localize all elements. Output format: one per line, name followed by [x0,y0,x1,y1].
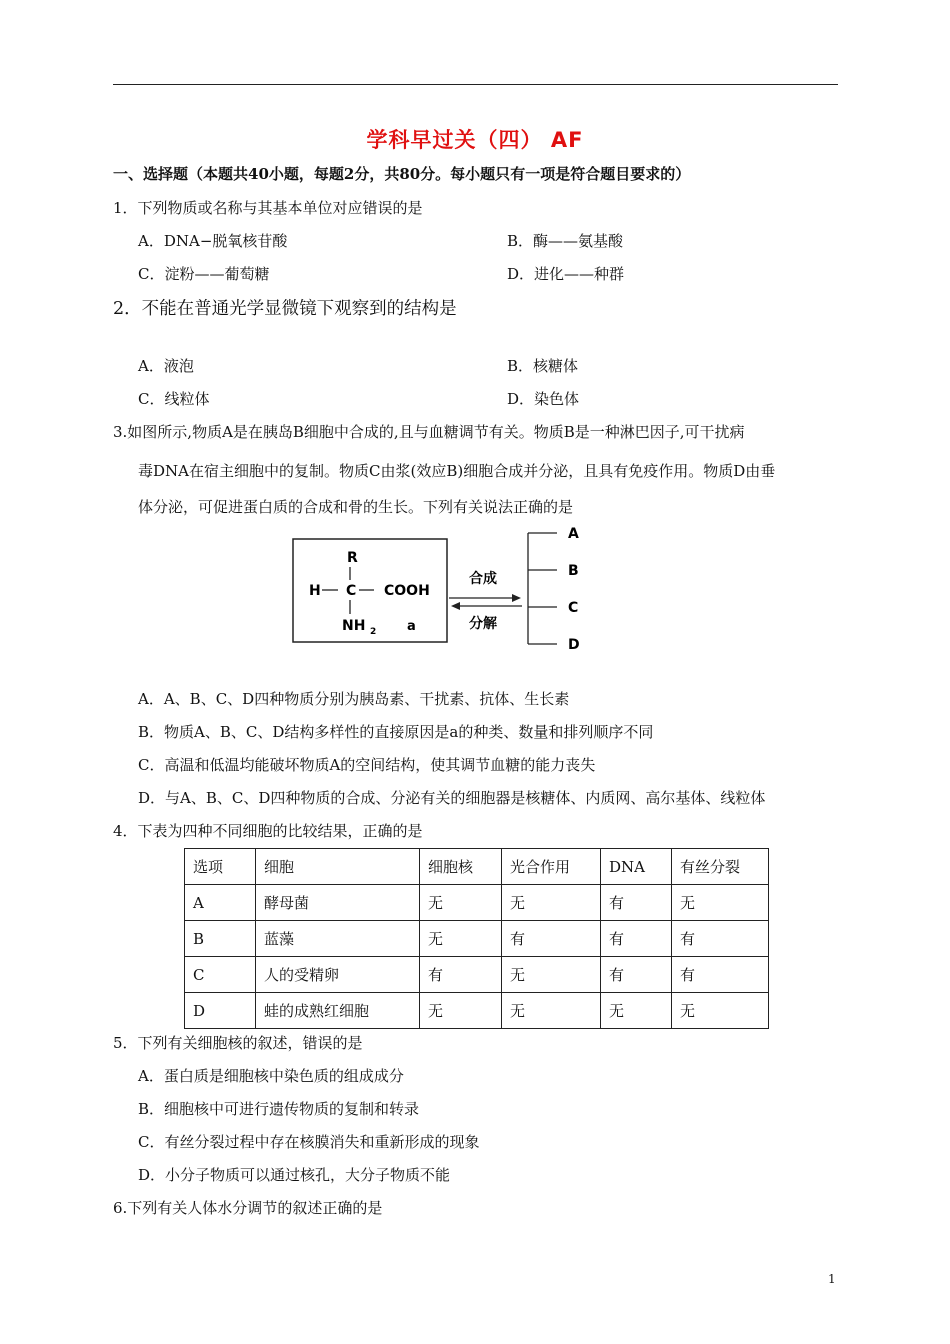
cooh-label: COOH [384,583,430,599]
table-cell: 无 [502,885,601,921]
page-title: 学科早过关（四） AF [366,128,584,152]
output-a: A [568,526,579,542]
q1-option-c: C．淀粉——葡萄糖 [138,265,270,283]
table-cell: 无 [672,885,769,921]
table-cell: 酵母菌 [256,885,420,921]
table-cell: 无 [502,993,601,1029]
amino-acid-diagram [292,520,612,660]
table-header-cell: DNA [601,849,672,885]
h-label: H [309,583,321,599]
table-header-cell: 细胞核 [420,849,502,885]
output-d: D [568,637,580,653]
table-cell: B [185,921,256,957]
table-header-cell: 细胞 [256,849,420,885]
table-cell: 无 [672,993,769,1029]
table-cell: A [185,885,256,921]
q3-option-a: A．A、B、C、D四种物质分别为胰岛素、干扰素、抗体、生长素 [138,690,570,708]
table-row [185,921,769,957]
table-header-cell: 选项 [185,849,256,885]
decomposition-label: 分解 [469,616,497,632]
nh-subscript: 2 [370,627,377,637]
q3-stem-line3: 体分泌，可促进蛋白质的合成和骨的生长。下列有关说法正确的是 [138,498,574,516]
table-cell: 无 [420,993,502,1029]
q2-stem: 2．不能在普通光学显微镜下观察到的结构是 [113,299,457,319]
table-cell: 有 [601,957,672,993]
q6-stem: 6.下列有关人体水分调节的叙述正确的是 [113,1199,383,1217]
section-heading: 一、选择题（本题共40小题，每题2分，共80分。每小题只有一项是符合题目要求的） [113,165,691,183]
q5-option-b: B．细胞核中可进行遗传物质的复制和转录 [138,1100,420,1118]
c-label: C [346,583,357,599]
page-number: 1 [828,1272,836,1286]
q3-option-d: D．与A、B、C、D四种物质的合成、分泌有关的细胞器是核糖体、内质网、高尔基体、线粒体 [138,789,766,807]
table-cell: 人的受精卵 [256,957,420,993]
table-cell: 无 [420,885,502,921]
table-row [185,957,769,993]
table-cell: 有 [601,885,672,921]
q2-option-b: B．核糖体 [507,357,579,375]
decomposition-arrow [451,602,460,610]
q3-option-b: B．物质A、B、C、D结构多样性的直接原因是a的种类、数量和排列顺序不同 [138,723,654,741]
q2-option-c: C．线粒体 [138,390,210,408]
table-cell: D [185,993,256,1029]
monomer-a-label: a [407,619,416,634]
q5-stem: 5．下列有关细胞核的叙述，错误的是 [113,1034,363,1052]
table-cell: 无 [420,921,502,957]
synthesis-label: 合成 [469,571,497,587]
table-cell: 有 [672,921,769,957]
q1-option-a: A．DNA−脱氧核苷酸 [138,232,288,250]
table-cell: 蛙的成熟红细胞 [256,993,420,1029]
q5-option-a: A．蛋白质是细胞核中染色质的组成成分 [138,1067,404,1085]
table-cell: 有 [672,957,769,993]
q2-option-d: D．染色体 [507,390,580,408]
table-cell: 无 [601,993,672,1029]
q4-stem: 4．下表为四种不同细胞的比较结果，正确的是 [113,822,423,840]
table-cell: 有 [601,921,672,957]
q5-option-d: D．小分子物质可以通过核孔，大分子物质不能 [138,1166,451,1184]
q3-stem-line2: 毒DNA在宿主细胞中的复制。物质C由浆(效应B)细胞合成并分泌，且具有免疫作用。物质D由垂 [138,462,776,480]
comparison-table [184,848,769,1029]
header-rule [113,84,838,85]
table-cell: 蓝藻 [256,921,420,957]
q2-option-a: A．液泡 [138,357,194,375]
table-row [185,993,769,1029]
q1-option-b: B．酶——氨基酸 [507,232,624,250]
table-cell: C [185,957,256,993]
q1-option-d: D．进化——种群 [507,265,625,283]
table-header-cell: 光合作用 [502,849,601,885]
synthesis-arrow [512,594,521,602]
table-row [185,885,769,921]
table-cell: 无 [502,957,601,993]
output-b: B [568,563,579,579]
table-header-row [185,849,769,885]
output-c: C [568,600,579,616]
nh-label: NH [342,618,366,634]
table-cell: 有 [420,957,502,993]
r-group-label: R [347,550,358,566]
q3-option-c: C．高温和低温均能破坏物质A的空间结构，使其调节血糖的能力丧失 [138,756,596,774]
q3-stem-line1: 3.如图所示,物质A是在胰岛B细胞中合成的,且与血糖调节有关。物质B是一种淋巴因子,可干扰病 [113,423,745,441]
q5-option-c: C．有丝分裂过程中存在核膜消失和重新形成的现象 [138,1133,480,1151]
q1-stem: 1．下列物质或名称与其基本单位对应错误的是 [113,199,423,217]
table-header-cell: 有丝分裂 [672,849,769,885]
table-cell: 有 [502,921,601,957]
